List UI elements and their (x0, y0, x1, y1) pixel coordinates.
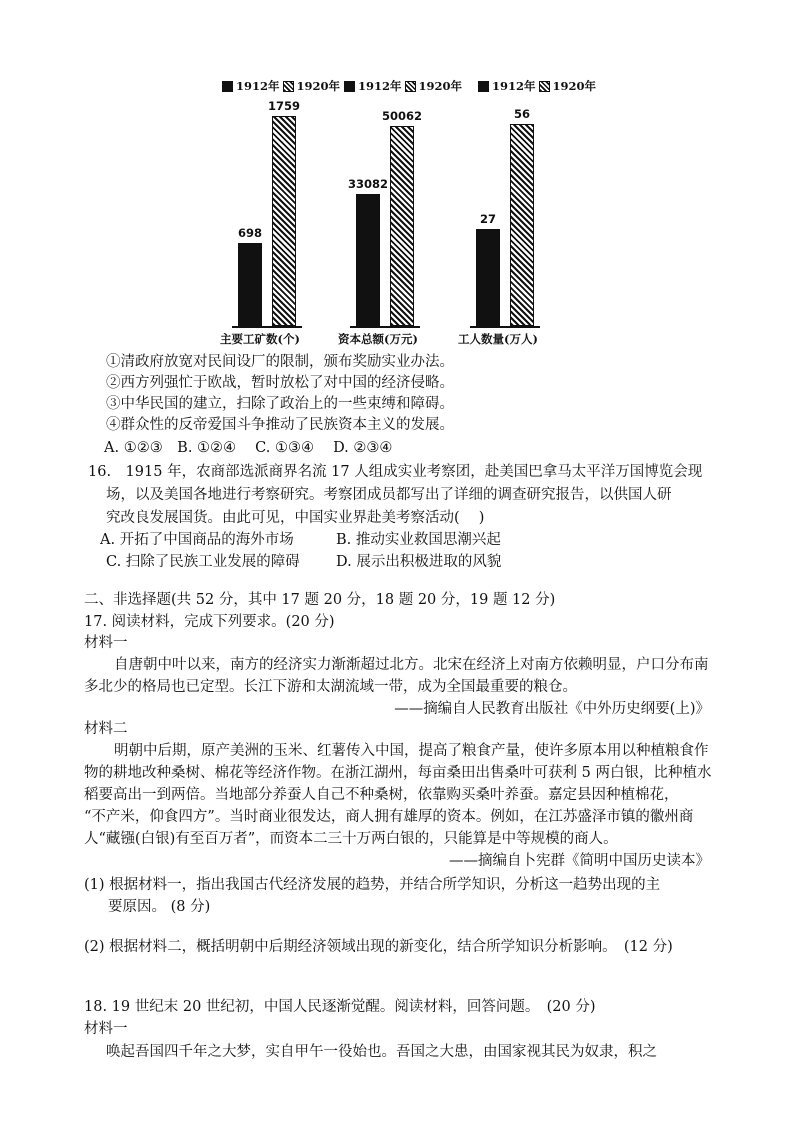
q17-title: 17. 阅读材料，完成下列要求。(20 分) (84, 614, 335, 630)
legend-swatch-hatched (283, 81, 294, 92)
bar-chart-group (210, 78, 600, 353)
q16-option-b: B. 推动实业救国思潮兴起 (336, 532, 501, 548)
q17-question-1-line-2: 要原因。 (8 分) (108, 899, 211, 915)
legend-swatch-hatched (405, 81, 416, 92)
chart-baseline (232, 326, 302, 328)
q16-option-d: D. 展示出积极进取的风貌 (336, 554, 502, 570)
chart-legend-3 (478, 78, 596, 94)
chart-legend-1 (222, 78, 340, 94)
legend-swatch-solid (478, 81, 489, 92)
legend-label: 1920年 (552, 79, 597, 93)
q17-question-2: (2) 根据材料二，概括明朝中后期经济领域出现的新变化，结合所学知识分析影响。 (12 分) (84, 939, 673, 955)
q17-material-2-line-1: 明朝中后期，原产美洲的玉米、红薯传入中国，提高了粮食产量，使许多原本用以种植粮食作 (114, 743, 709, 759)
chart-data-label: 50062 (381, 109, 422, 123)
q18-material-1-label: 材料一 (84, 1021, 128, 1037)
legend-swatch-solid (344, 81, 355, 92)
q18-material-1-line-1: 唤起吾国四千年之大梦，实自甲午一役始也。吾国之大患，由国家视其民为奴隶，积之 (106, 1044, 657, 1060)
q18-title: 18. 19 世纪末 20 世纪初，中国人民逐渐觉醒。阅读材料，回答问题。 (20 分) (84, 999, 596, 1015)
chart-baseline (470, 326, 540, 328)
q16-option-a: A. 开拓了中国商品的海外市场 (100, 532, 294, 548)
q16-stem-line-1: 16. 1915 年，农商部选派商界名流 17 人组成实业考察团，赴美国巴拿马太平洋万国博览会现 (88, 464, 703, 480)
section-2-heading: 二、非选择题(共 52 分，其中 17 题 20 分，18 题 20 分，19 题 12 分) (84, 592, 556, 608)
legend-swatch-solid (222, 81, 233, 92)
q15-option-1: ①清政府放宽对民间设厂的限制，颁布奖励实业办法。 (106, 354, 454, 370)
chart-data-label: 56 (513, 107, 530, 121)
q17-material-2-line-5: 人“藏镪(白银)有至百万者”，而资本二三十万两白银的，只能算是中等规模的商人。 (84, 831, 618, 847)
q17-material-2-line-4: “不产米，仰食四方”。当时商业很发达，商人拥有雄厚的资本。例如，在江苏盛泽市镇的徽州商 (84, 809, 694, 825)
legend-label: 1912年 (358, 79, 402, 93)
chart-bar-3-1920年 (510, 124, 534, 326)
legend-label: 1920年 (418, 79, 463, 93)
legend-label: 1912年 (492, 79, 536, 93)
legend-label: 1912年 (236, 79, 280, 93)
q17-material-2-line-2: 物的耕地改种桑树、棉花等经济作物。在浙江湖州，每亩桑田出售桑叶可获利 5 两白银，比种植水 (84, 765, 712, 781)
q17-material-1-line-2: 多北少的格局也已定型。长江下游和太湖流域一带，成为全国最重要的粮仓。 (84, 679, 577, 695)
q17-question-1-line-1: (1) 根据材料一，指出我国古代经济发展的趋势，并结合所学知识，分析这一趋势出现的主 (84, 877, 661, 893)
chart-bar-1-1920年 (272, 116, 296, 326)
chart-data-label: 27 (479, 212, 496, 226)
q15-option-2: ②西方列强忙于欧战，暂时放松了对中国的经济侵略。 (106, 375, 454, 391)
legend-swatch-hatched (539, 81, 550, 92)
q17-material-2-source: ——摘编自卜宪群《简明中国历史读本》 (449, 853, 710, 869)
q16-stem-line-2: 场，以及美国各地进行考察研究。考察团成员都写出了详细的调查研究报告，以供国人研 (106, 487, 672, 503)
legend-label: 1920年 (296, 79, 341, 93)
chart-axis-label: 工人数量(万人) (458, 332, 538, 346)
chart-data-label: 33082 (347, 177, 388, 191)
chart-data-label: 698 (237, 226, 262, 240)
chart-legend-2 (344, 78, 462, 94)
chart-bar-2-1920年 (390, 126, 414, 326)
q16-stem-line-3: 究改良发展国货。由此可见，中国实业界赴美考察活动( ) (106, 510, 485, 526)
chart-bar-3-1912年 (476, 229, 500, 326)
q17-material-1-label: 材料一 (84, 635, 128, 651)
q17-material-2-line-3: 稻要高出一到两倍。当地部分养蚕人自己不种桑树，依靠购买桑叶养蚕。嘉定县因种植棉花， (84, 787, 679, 803)
chart-bar-1-1912年 (238, 243, 262, 326)
q15-option-3: ③中华民国的建立，扫除了政治上的一些束缚和障碍。 (106, 396, 454, 412)
chart-baseline (350, 326, 420, 328)
q15-choices: A. ①②③ B. ①②④ C. ①③④ D. ②③④ (104, 440, 393, 456)
q15-option-4: ④群众性的反帝爱国斗争推动了民族资本主义的发展。 (106, 417, 454, 433)
q17-material-2-label: 材料二 (84, 721, 128, 737)
q16-option-c: C. 扫除了民族工业发展的障碍 (106, 554, 300, 570)
chart-bar-2-1912年 (356, 194, 380, 326)
q17-material-1-source: ——摘编自人民教育出版社《中外历史纲要(上)》 (394, 701, 710, 717)
chart-axis-label: 资本总额(万元) (338, 332, 418, 346)
q17-material-1-line-1: 自唐朝中叶以来，南方的经济实力渐渐超过北方。北宋在经济上对南方依赖明显，户口分布南 (114, 657, 709, 673)
chart-data-label: 1759 (267, 99, 300, 113)
chart-axis-label: 主要工矿数(个) (220, 332, 300, 346)
